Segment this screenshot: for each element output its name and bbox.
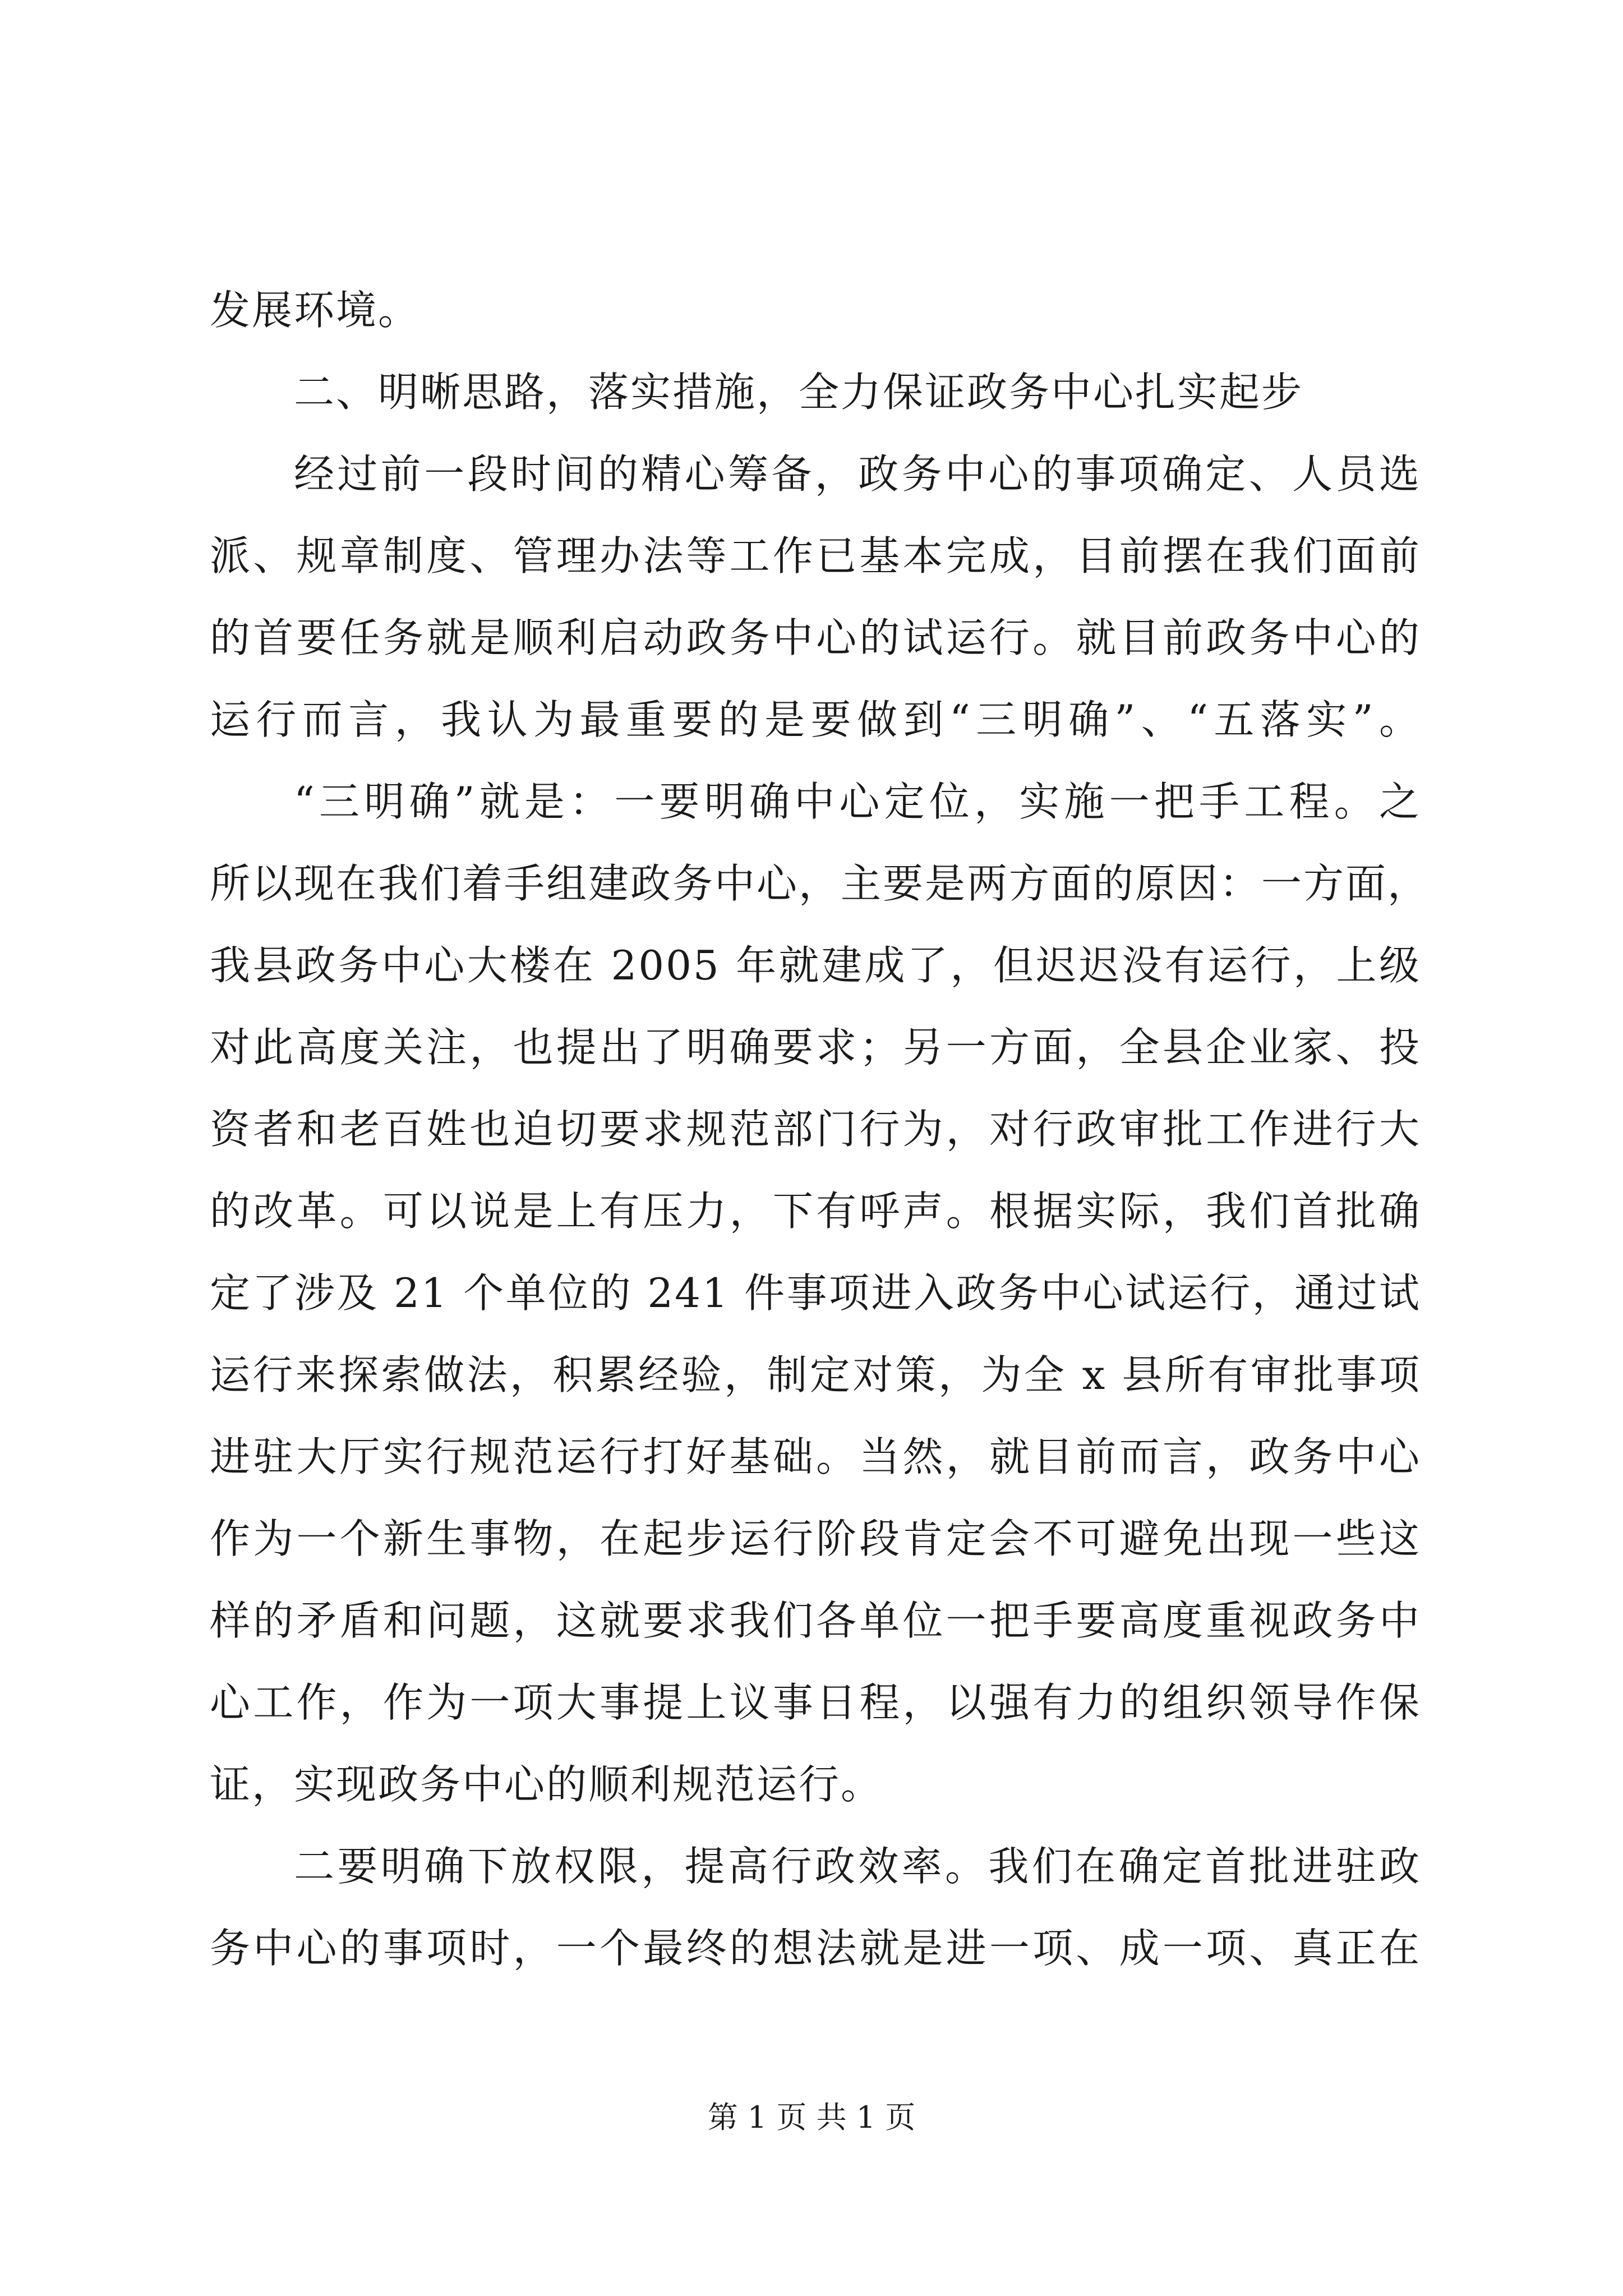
page-footer: 第 1 页 共 1 页	[707, 2100, 916, 2135]
text-line: 的改革。可以说是上有压力，下有呼声。根据实际，我们首批确	[210, 1188, 1421, 1235]
text-line: 进驻大厅实行规范运行打好基础。当然，就目前而言，政务中心	[210, 1433, 1421, 1480]
text-line: 经过前一段时间的精心筹备，政务中心的事项确定、人员选	[294, 450, 1421, 498]
text-line: 二要明确下放权限，提高行政效率。我们在确定首批进驻政	[294, 1843, 1421, 1890]
text-line: 的首要任务就是顺利启动政务中心的试运行。就目前政务中心的	[210, 614, 1421, 661]
document-body	[210, 269, 1430, 1989]
text-line: 作为一个新生事物，在起步运行阶段肯定会不可避免出现一些这	[210, 1515, 1421, 1562]
text-line: 所以现在我们着手组建政务中心，主要是两方面的原因：一方面，	[210, 860, 1430, 907]
text-line: 我县政务中心大楼在 2005 年就建成了，但迟迟没有运行，上级	[210, 942, 1421, 989]
text-line: 心工作，作为一项大事提上议事日程，以强有力的组织领导作保	[210, 1679, 1421, 1726]
text-line: “三明确”就是：一要明确中心定位，实施一把手工程。之	[294, 778, 1421, 825]
text-line: 资者和老百姓也迫切要求规范部门行为，对行政审批工作进行大	[210, 1106, 1421, 1153]
text-line: 发展环境。	[210, 287, 421, 334]
text-line: 对此高度关注，也提出了明确要求；另一方面，全县企业家、投	[210, 1024, 1421, 1071]
text-line: 运行来探索做法，积累经验，制定对策，为全 x 县所有审批事项	[210, 1351, 1421, 1398]
text-line: 务中心的事项时，一个最终的想法就是进一项、成一项、真正在	[210, 1925, 1421, 1972]
text-line: 二、明晰思路，落实措施，全力保证政务中心扎实起步	[294, 369, 1304, 416]
text-line: 定了涉及 21 个单位的 241 件事项进入政务中心试运行，通过试	[210, 1269, 1421, 1317]
text-line: 派、规章制度、管理办法等工作已基本完成，目前摆在我们面前	[210, 532, 1421, 579]
text-line: 样的矛盾和问题，这就要求我们各单位一把手要高度重视政务中	[210, 1597, 1421, 1644]
text-line: 运行而言，我认为最重要的是要做到“三明确”、“五落实”。	[210, 696, 1421, 743]
text-line: 证，实现政务中心的顺利规范运行。	[210, 1761, 883, 1808]
